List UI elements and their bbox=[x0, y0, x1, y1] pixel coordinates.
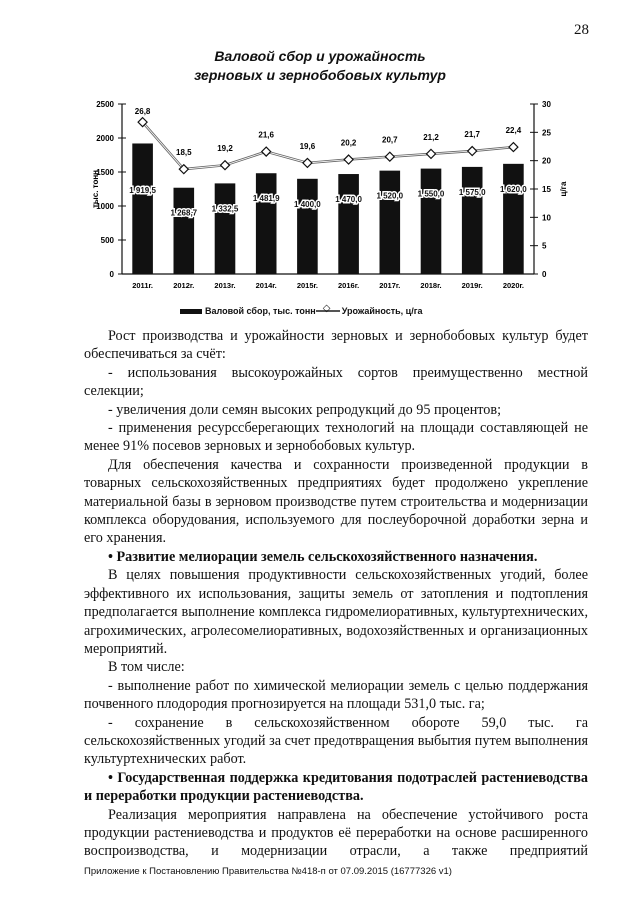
yield-value-label: 20,7 bbox=[382, 135, 398, 145]
body-text bbox=[84, 327, 588, 861]
yield-value-label: 21,2 bbox=[423, 132, 439, 142]
yield-marker bbox=[262, 147, 271, 156]
yield-line bbox=[143, 122, 514, 169]
yield-marker bbox=[509, 143, 518, 152]
left-tick-label: 1000 bbox=[96, 202, 114, 211]
legend-line-label: Урожайность, ц/га bbox=[341, 306, 423, 316]
yield-value-label: 22,4 bbox=[505, 126, 522, 136]
x-tick-label: 2016г. bbox=[338, 281, 360, 290]
x-tick-label: 2012г. bbox=[173, 281, 195, 290]
bar-value-label: 1 919,5 bbox=[129, 186, 156, 196]
yield-marker bbox=[468, 147, 477, 156]
yield-value-label: 21,7 bbox=[464, 130, 480, 140]
right-tick-label: 15 bbox=[542, 185, 551, 194]
bar-value-label: 1 575,0 bbox=[458, 187, 486, 197]
bar-value-label: 1 268,7 bbox=[170, 208, 198, 218]
bar-value-label: 1 520,0 bbox=[376, 191, 404, 201]
left-tick-label: 500 bbox=[100, 236, 114, 245]
paragraph: Реализация мероприятия направлена на обеспечение устойчивого роста продукции растениеводства и продуктов её переработки на основе расширенного воспроизводства, и модернизации отрасли, а также предприятий bbox=[84, 806, 588, 860]
right-tick-label: 25 bbox=[542, 128, 551, 138]
chart-title-line2: зерновых и зернобобовых культур bbox=[194, 67, 446, 83]
paragraph: Для обеспечения качества и сохранности произведенной продукции в товарных сельскохозяйственных предприятиях будет продолжено укрепление материальной базы в зерновом производстве путем строительства и модернизации комплекса оборудования, используемого для послеуборочной доработки зерна и его хранения. bbox=[84, 456, 588, 547]
page-number: 28 bbox=[574, 22, 589, 38]
chart-title-line1: Валовой сбор и урожайность bbox=[214, 48, 426, 64]
right-tick-label: 20 bbox=[542, 156, 551, 166]
bar bbox=[256, 173, 277, 274]
chart-title bbox=[0, 47, 640, 85]
paragraph: • Государственная поддержка кредитования подотраслей растениеводства и переработки продукции растениеводства. bbox=[84, 769, 588, 805]
yield-marker bbox=[303, 158, 312, 167]
x-tick-label: 2019г. bbox=[461, 281, 483, 290]
left-tick-label: 2500 bbox=[96, 100, 114, 109]
bar bbox=[132, 143, 153, 274]
bar bbox=[215, 183, 236, 274]
left-tick-label: 0 bbox=[109, 270, 114, 279]
x-tick-label: 2014г. bbox=[255, 281, 277, 290]
paragraph: - использования высокоурожайных сортов преимущественно местной селекции; bbox=[84, 364, 588, 400]
yield-marker bbox=[427, 149, 436, 158]
bar bbox=[338, 174, 359, 274]
yield-marker bbox=[385, 152, 394, 161]
right-tick-label: 10 bbox=[542, 213, 551, 223]
paragraph: - применения ресурссберегающих технологий на площади составляющей не менее 91% посевов зерновых и зернобобовых культур. bbox=[84, 420, 588, 455]
yield-value-label: 20,2 bbox=[340, 138, 357, 148]
yield-marker bbox=[221, 161, 230, 170]
paragraph: В том числе: bbox=[108, 659, 185, 676]
bar-value-label: 1 400,0 bbox=[294, 199, 321, 209]
bar bbox=[503, 164, 524, 274]
y-axis-label-left: тыс. тонн bbox=[91, 169, 100, 209]
bar-value-label: 1 481,9 bbox=[252, 194, 280, 204]
yield-value-label: 19,6 bbox=[299, 141, 316, 151]
bar bbox=[297, 179, 318, 274]
bar bbox=[380, 171, 401, 274]
legend-bar-swatch bbox=[180, 309, 202, 314]
bar-value-label: 1 332,5 bbox=[211, 204, 239, 214]
left-tick-label: 1500 bbox=[96, 168, 114, 177]
x-tick-label: 2013г. bbox=[214, 281, 236, 290]
yield-marker bbox=[344, 155, 353, 164]
paragraph: В целях повышения продуктивности сельскохозяйственных угодий, более эффективного их использования, защиты земель от затопления и подтопления предполагается выполнение комплекса гидромелиоративных, культуртехнических, агрохимических, агролесомелиоративных, водохозяйственных и организационных мероприятий. bbox=[84, 567, 588, 657]
right-tick-label: 5 bbox=[542, 241, 547, 251]
x-tick-label: 2018г. bbox=[420, 281, 442, 290]
x-tick-label: 2011г. bbox=[132, 281, 153, 290]
yield-value-label: 21,6 bbox=[258, 130, 274, 140]
paragraph: - выполнение работ по химической мелиорации земель с целью поддержания почвенного плодородия прогнозируется на площади 531,0 тыс. га; bbox=[84, 677, 588, 713]
bar-value-label: 1 550,0 bbox=[417, 189, 445, 199]
footer: Приложение к Постановлению Правительства №418-п от 07.09.2015 (16777326 v1) bbox=[84, 866, 452, 877]
y-axis-label-right: ц/га bbox=[559, 181, 568, 197]
paragraph: - сохранение в сельскохозяйственном обороте 59,0 тыс. га сельскохозяйственных угодий за счет предотвращения выбытия путем выполнения культуртехнических работ. bbox=[84, 714, 588, 768]
bar bbox=[174, 188, 195, 274]
left-tick-label: 2000 bbox=[96, 134, 114, 143]
x-tick-label: 2015г. bbox=[296, 281, 318, 290]
bar bbox=[421, 169, 442, 274]
yield-value-label: 26,8 bbox=[134, 107, 151, 117]
x-tick-label: 2020г. bbox=[502, 281, 524, 290]
paragraph: • Развитие мелиорации земель сельскохозяйственного назначения. bbox=[108, 548, 538, 565]
legend-bar-label: Валовой сбор, тыс. тонн bbox=[205, 306, 316, 316]
right-tick-label: 0 bbox=[542, 270, 547, 279]
bar-value-label: 1 620,0 bbox=[500, 184, 527, 194]
bar bbox=[462, 167, 483, 274]
bar-value-label: 1 470,0 bbox=[335, 195, 362, 205]
yield-value-label: 19,2 bbox=[217, 144, 233, 154]
yield-value-label: 18,5 bbox=[176, 148, 192, 158]
right-tick-label: 30 bbox=[542, 100, 551, 109]
x-tick-label: 2017г. bbox=[379, 281, 401, 290]
paragraph: Рост производства и урожайности зерновых и зернобобовых культур будет обеспечиваться за счёт: bbox=[84, 328, 588, 363]
chart bbox=[0, 90, 640, 305]
paragraph: - увеличения доли семян высоких репродукций до 95 процентов; bbox=[108, 401, 502, 418]
chart-legend bbox=[180, 306, 422, 316]
legend-line-swatch bbox=[316, 307, 340, 315]
